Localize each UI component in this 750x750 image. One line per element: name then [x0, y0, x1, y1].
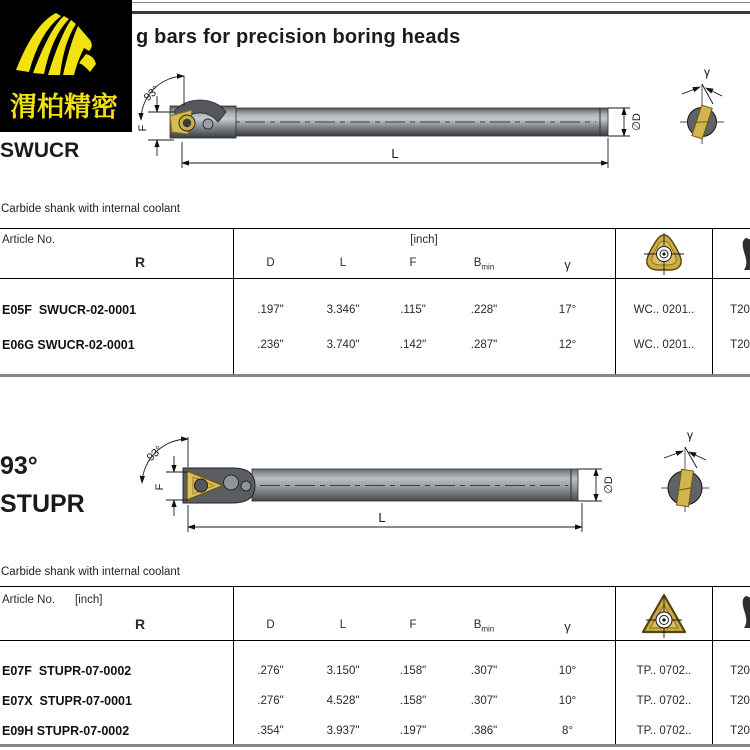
- table-border: [0, 640, 750, 641]
- gamma-end-view: [661, 428, 709, 512]
- insert-ref: TP.. 0702..: [636, 665, 692, 677]
- col-header-d: D: [266, 257, 275, 269]
- value-l: 4.528": [326, 695, 360, 707]
- b-label: B: [473, 619, 482, 631]
- value-l: 3.740": [326, 339, 360, 351]
- b-label: B: [473, 257, 482, 269]
- value-d: .354": [257, 725, 284, 737]
- table-border: [0, 228, 750, 229]
- value-f: .142": [399, 339, 427, 351]
- article-no: E07F STUPR-07-0002: [2, 664, 132, 678]
- page-title: g bars for precision boring heads: [136, 26, 461, 48]
- value-gamma: 10°: [558, 695, 577, 707]
- table-row: [0, 302, 750, 318]
- swucr-table: [0, 228, 750, 377]
- table-row: [0, 337, 750, 353]
- col-header-gamma: γ: [564, 619, 571, 634]
- col-header-bmin: [448, 619, 520, 633]
- b-sub-label: min: [481, 624, 495, 634]
- table-row: [0, 663, 750, 679]
- value-bmin: .228": [470, 304, 498, 316]
- value-d: .276": [257, 695, 284, 707]
- gamma-end-view: [680, 65, 724, 144]
- table-border: [0, 586, 750, 587]
- brand-text: 渭柏精密: [10, 92, 118, 123]
- r-header: R: [134, 254, 146, 270]
- table-row: [0, 723, 750, 739]
- value-gamma: 10°: [558, 665, 577, 677]
- insert-ref: WC.. 0201..: [633, 304, 695, 316]
- insert-ref: TP.. 0702..: [636, 725, 692, 737]
- clamp-key-icon: [740, 236, 750, 272]
- table-border: [0, 374, 750, 377]
- article-col-header: Article No.: [2, 234, 56, 246]
- d-label: ∅D: [603, 476, 615, 494]
- value-d: .276": [257, 665, 284, 677]
- table-border: [0, 744, 750, 747]
- key-ref: T20: [730, 695, 750, 707]
- angle-label: 93°: [144, 443, 166, 464]
- top-rule-thin: [132, 2, 750, 3]
- article-no: E07X STUPR-07-0001: [2, 694, 132, 708]
- d-dimension: [578, 469, 602, 501]
- top-rule-thick: [132, 11, 750, 14]
- cutting-head: [170, 100, 236, 138]
- unit-header: [inch]: [75, 594, 103, 606]
- l-label: L: [378, 510, 386, 525]
- value-d: .236": [257, 339, 284, 351]
- angle-label: 93°: [141, 83, 163, 104]
- col-header-f: F: [409, 619, 417, 631]
- value-l: 3.346": [326, 304, 360, 316]
- col-header-l: L: [339, 257, 347, 269]
- brand-mark-icon: [0, 4, 132, 94]
- value-bmin: .307": [470, 695, 498, 707]
- f-label: F: [137, 124, 149, 132]
- value-f: .158": [399, 665, 427, 677]
- l-label: L: [391, 146, 399, 161]
- value-d: .197": [257, 304, 284, 316]
- value-l: 3.150": [326, 665, 360, 677]
- value-gamma: 12°: [558, 339, 577, 351]
- section1-coolant-note: Carbide shank with internal coolant: [1, 203, 180, 215]
- col-header-f: F: [409, 257, 417, 269]
- value-gamma: 17°: [558, 304, 577, 316]
- r-header: R: [134, 616, 146, 632]
- d-dimension: [608, 108, 630, 136]
- col-header-bmin: [448, 257, 520, 271]
- value-bmin: .386": [470, 725, 498, 737]
- value-f: .115": [400, 304, 426, 316]
- trigon-insert-icon: [616, 233, 712, 275]
- article-no: E05F SWUCR-02-0001: [2, 303, 137, 317]
- b-sub-label: min: [481, 262, 495, 272]
- value-l: 3.937": [326, 725, 360, 737]
- col-header-l: L: [339, 619, 347, 631]
- section1-name: SWUCR: [0, 139, 80, 162]
- article-col-header: Article No.: [2, 594, 56, 606]
- section2-name: STUPR: [0, 490, 85, 518]
- f-label: F: [154, 483, 166, 491]
- stupr-drawing: [130, 425, 750, 560]
- stupr-table: [0, 586, 750, 747]
- col-header-gamma: γ: [564, 257, 571, 272]
- value-f: .197": [399, 725, 427, 737]
- table-row: [0, 693, 750, 709]
- table-border: [0, 278, 750, 279]
- article-no: E06G SWUCR-02-0001: [2, 338, 135, 352]
- unit-header: [inch]: [410, 234, 438, 246]
- insert-ref: WC.. 0201..: [633, 339, 695, 351]
- insert-ref: TP.. 0702..: [636, 695, 692, 707]
- brand-logo: [0, 0, 132, 132]
- section2-angle: 93°: [0, 452, 38, 480]
- gamma-label: γ: [687, 428, 693, 442]
- section2-coolant-note: Carbide shank with internal coolant: [1, 566, 180, 578]
- key-ref: T20: [730, 304, 750, 316]
- key-ref: T20: [730, 665, 750, 677]
- clamp-key-icon: [740, 594, 750, 630]
- value-gamma: 8°: [562, 725, 573, 737]
- value-f: .158": [399, 695, 427, 707]
- col-header-d: D: [266, 619, 275, 631]
- d-label: ∅D: [631, 113, 643, 131]
- key-ref: T20: [730, 725, 750, 737]
- value-bmin: .287": [470, 339, 498, 351]
- key-ref: T20: [730, 339, 750, 351]
- swucr-drawing: [130, 60, 750, 190]
- gamma-label: γ: [704, 65, 710, 79]
- article-no: E09H STUPR-07-0002: [2, 724, 130, 738]
- triangle-insert-icon: [616, 592, 712, 638]
- value-bmin: .307": [470, 665, 498, 677]
